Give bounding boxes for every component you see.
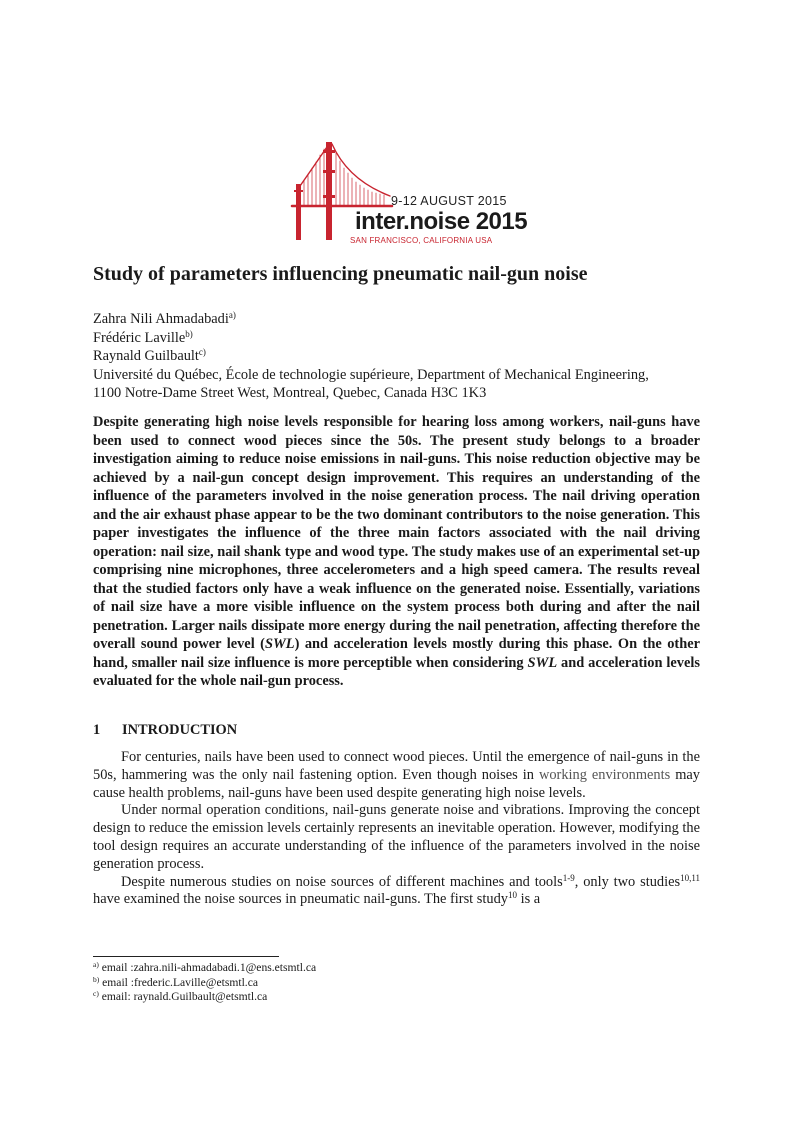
section-heading xyxy=(93,722,237,739)
footnote-text: email :frederic.Laville@etsmtl.ca xyxy=(99,975,258,989)
author-name: Raynald Guilbault xyxy=(93,348,199,364)
paragraph-text: have examined the noise sources in pneumatic nail-guns. The first study xyxy=(93,891,508,908)
footnote xyxy=(93,976,316,991)
footnote-mark: c) xyxy=(93,989,99,999)
paragraph xyxy=(93,874,700,910)
affiliation-line: Université du Québec, École de technologie supérieure, Department of Mechanical Engineering, xyxy=(93,366,649,383)
footnote-mark: b) xyxy=(93,974,100,984)
footnote xyxy=(93,961,316,976)
paragraph: Under normal operation conditions, nail-guns generate noise and vibrations. Improving the concept design to reduce the emission levels certainly represents an inevitable operation. However, modifying the tool design requires an accurate understanding of the influence of the parameters involved in the noise generation process. xyxy=(93,802,700,872)
section-title: INTRODUCTION xyxy=(122,722,238,738)
citation: 10 xyxy=(507,890,517,901)
conference-logo xyxy=(288,140,528,250)
conference-location: SAN FRANCISCO, CALIFORNIA USA xyxy=(350,236,493,245)
author-mark: a) xyxy=(228,310,236,320)
footnote-divider xyxy=(93,956,279,957)
paragraph-text: Despite numerous studies on noise sources of different machines and tools xyxy=(121,873,563,890)
paragraph-text: may cause health problems, nail-guns have been used despite generating high noise levels. xyxy=(93,766,700,801)
conference-dates: 9-12 AUGUST 2015 xyxy=(391,194,507,208)
footnotes xyxy=(93,961,316,1005)
conference-name: inter.noise 2015 xyxy=(355,208,528,235)
paragraph xyxy=(93,749,700,802)
author-name: Frédéric Laville xyxy=(93,329,186,346)
footnote-text: email: raynald.Guilbault@etsmtl.ca xyxy=(98,990,268,1004)
author-name: Zahra Nili Ahmadabadi xyxy=(93,311,229,327)
abstract-swl: SWL xyxy=(527,654,558,671)
author-mark: b) xyxy=(185,328,193,339)
abstract-text: and acceleration levels evaluated for the whole nail-gun process. xyxy=(93,654,700,689)
abstract-swl: SWL xyxy=(264,636,295,652)
affiliation-address: 1100 Notre-Dame Street West, Montreal, Quebec, Canada H3C 1K3 xyxy=(93,385,487,401)
citation: 1-9 xyxy=(562,872,575,883)
paragraph-text: , only two studies xyxy=(574,873,681,890)
abstract xyxy=(93,413,700,691)
paragraph-highlight: working environments xyxy=(538,766,671,783)
abstract-text: ) and acceleration levels mostly during this phase. On the other hand, smaller nail size influence is more perceptible when considering xyxy=(93,636,700,671)
abstract-text: Despite generating high noise levels responsible for hearing loss among workers, nail-guns have been used to connect wood pieces since the 50s. The present study belongs to a broader investigation aiming to reduce noise emissions in nail-guns. This noise reduction objective may be achieved by a nail-gun concept design improvement. This requires an understanding of the influence of the parameters involved in the noise generation process. The nail driving operation and the air exhaust phase appear to be the two dominant contributors to the noise generation. This paper investigates the influence of the three main factors associated with the nail driving operation: nail size, nail shank type and wood type. The study makes use of an experimental set-up comprising nine microphones, three accelerometers and a high speed camera. The results reveal that the studied factors only have a weak influence on the generated noise. Essentially, variations of nail size have a more visible influence on the system process both during and after the nail penetration. Larger nails dissipate more energy during the nail penetration, affecting therefore the overall sound power level ( xyxy=(93,414,700,652)
footnote-mark: a) xyxy=(93,960,99,969)
paper-title: Study of parameters influencing pneumatic nail-gun noise xyxy=(93,263,588,285)
author-2 xyxy=(93,329,713,348)
introduction-body xyxy=(93,749,700,909)
author-1 xyxy=(93,310,713,329)
footnote-text: email :zahra.nili-ahmadabadi.1@ens.etsmtl.ca xyxy=(98,961,317,974)
section-number: 1 xyxy=(93,722,101,738)
paragraph-text: is a xyxy=(516,891,541,908)
author-3 xyxy=(93,347,713,366)
author-mark: c) xyxy=(198,347,206,357)
citation: 10,11 xyxy=(680,872,700,883)
footnote xyxy=(93,990,316,1005)
paragraph-text: For centuries, nails have been used to connect wood pieces. Until the emergence of nail-guns in the 50s, hammering was the only nail fastening option. Even though noises in xyxy=(93,749,700,783)
author-block xyxy=(93,310,713,403)
